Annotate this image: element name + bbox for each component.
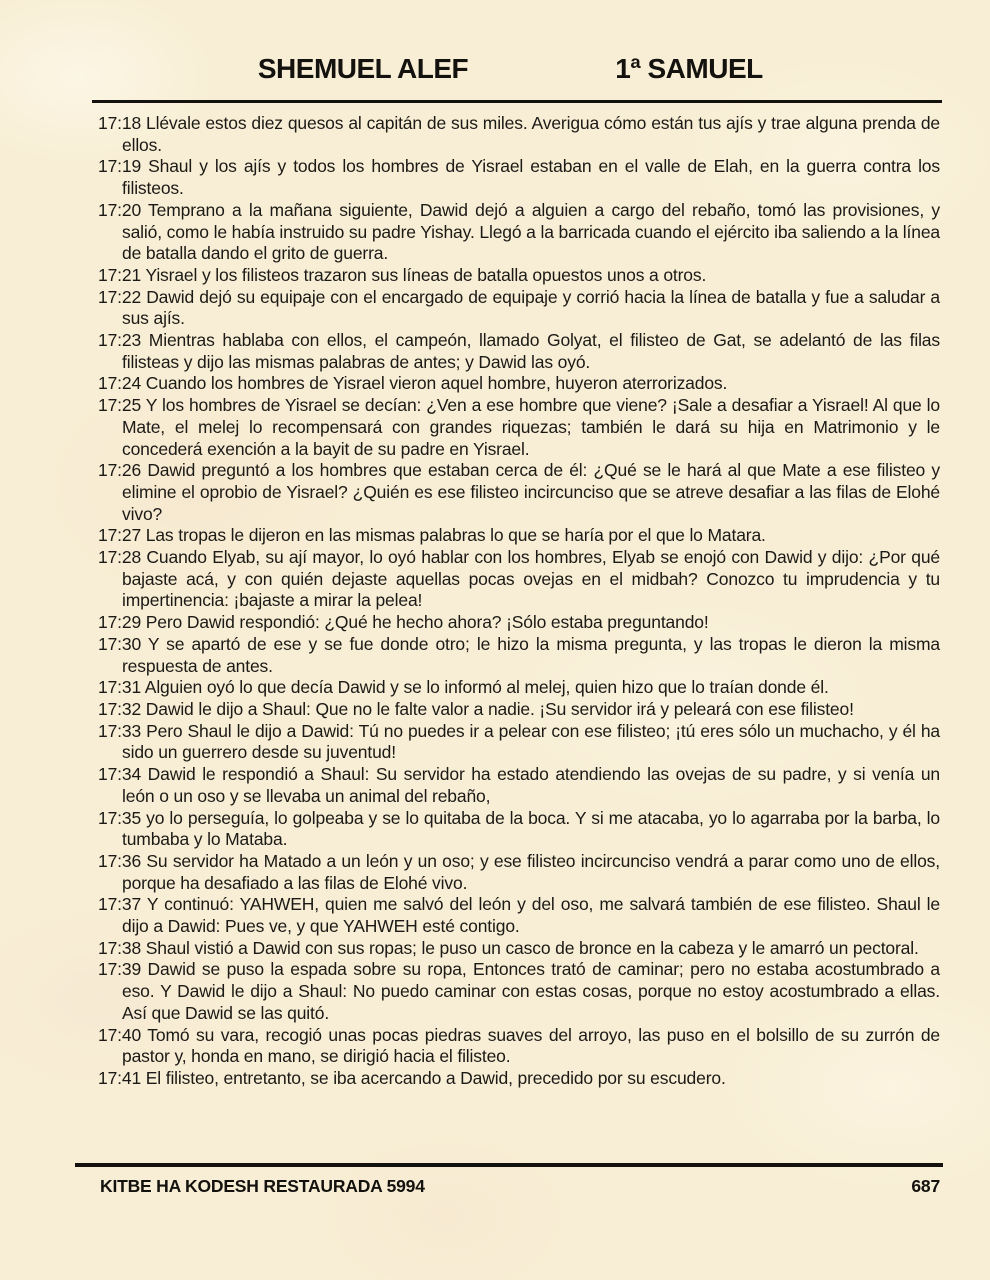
verse-ref: 17:39 <box>98 959 142 980</box>
verse: 17:29 Pero Dawid respondió: ¿Qué he hecho ahora? ¡Sólo estaba preguntando! <box>98 612 709 633</box>
verse-ref: 17:34 <box>98 764 142 785</box>
verse: 17:20 Temprano a la mañana siguiente, Dawid dejó a alguien a cargo del rebaño, tomó las provisiones, y salió, como le había instruido su padre Yishay. Llegó a la barricada cuando el ejército iba saliendo a la línea de batalla dando el grito de guerra. <box>98 199 940 264</box>
verse: 17:38 Shaul vistió a Dawid con sus ropas; le puso un casco de bronce en la cabeza y le amarró un pectoral. <box>98 937 919 958</box>
verse: 17:23 Mientras hablaba con ellos, el campeón, llamado Golyat, el filisteo de Gat, se adelantó de las filas filisteas y dijo las mismas palabras de antes; y Dawid las oyó. <box>98 330 940 372</box>
verse-ref: 17:22 <box>98 286 142 307</box>
verse-ref: 17:36 <box>98 850 142 871</box>
verse-ref: 17:32 <box>98 698 142 719</box>
verse-ref: 17:33 <box>98 720 142 741</box>
verse-ref: 17:41 <box>98 1067 142 1088</box>
verse: 17:34 Dawid le respondió a Shaul: Su servidor ha estado atendiendo las ovejas de su padre, y si venía un león o un oso y se llevaba un animal del rebaño, <box>98 764 940 806</box>
page-title-transliterated: SHEMUEL ALEF <box>257 53 469 84</box>
verse-ref: 17:21 <box>98 264 142 285</box>
verse-ref: 17:20 <box>98 199 142 220</box>
verse: 17:26 Dawid preguntó a los hombres que estaban cerca de él: ¿Qué se le hará al que Mate a ese filisteo y elimine el oprobio de Yisrael? ¿Quién es ese filisteo incircunciso que se atreve desafiar a las filas de Elohé vivo? <box>98 460 940 524</box>
verse: 17:25 Y los hombres de Yisrael se decían: ¿Ven a ese hombre que viene? ¡Sale a desafiar a Yisrael! Al que lo Mate, el melej lo recompensará con grandes riquezas; también le dará su hija en Matrimonio y le concederá exención a la bayit de su padre en Yisrael. <box>98 395 940 459</box>
page-title-spanish: 1ª SAMUEL <box>615 53 763 84</box>
page-footer <box>100 1176 940 1197</box>
verse: 17:21 Yisrael y los filisteos trazaron sus líneas de batalla opuestos unos a otros. <box>98 264 707 285</box>
verse-ref: 17:27 <box>98 525 142 546</box>
verse-ref: 17:19 <box>98 156 142 177</box>
verse-ref: 17:31 <box>98 677 142 698</box>
verse: 17:40 Tomó su vara, recogió unas pocas piedras suaves del arroyo, las puso en el bolsillo de su zurrón de pastor y, honda en mano, se dirigió hacia el filisteo. <box>98 1024 940 1067</box>
verse: 17:41 El filisteo, entretanto, se iba acercando a Dawid, precedido por su escudero. <box>98 1067 726 1088</box>
verse-ref: 17:40 <box>98 1024 142 1045</box>
verse-ref: 17:38 <box>98 937 142 958</box>
footer-rule <box>75 1163 943 1167</box>
verse-ref: 17:30 <box>98 633 142 654</box>
verse: 17:37 Y continuó: YAHWEH, quien me salvó del león y del oso, me salvará también de ese filisteo. Shaul le dijo a Dawid: Pues ve, y que YAHWEH esté contigo. <box>98 894 940 937</box>
verses-container <box>98 113 940 1090</box>
verse: 17:31 Alguien oyó lo que decía Dawid y se lo informó al melej, quien hizo que lo traían donde él. <box>98 677 829 698</box>
verse: 17:19 Shaul y los ajís y todos los hombres de Yisrael estaban en el valle de Elah, en la guerra contra los filisteos. <box>98 156 940 199</box>
verse: 17:28 Cuando Elyab, su ají mayor, lo oyó hablar con los hombres, Elyab se enojó con Dawid y dijo: ¿Por qué bajaste acá, y con quién dejaste aquellas pocas ovejas en el midbah? Conozco tu imprudencia y tu impertinencia: ¡bajaste a mirar la pelea! <box>98 547 940 611</box>
verse-ref: 17:18 <box>98 113 142 133</box>
verse: 17:24 Cuando los hombres de Yisrael vieron aquel hombre, huyeron aterrorizados. <box>98 373 728 394</box>
verse: 17:32 Dawid le dijo a Shaul: Que no le falte valor a nadie. ¡Su servidor irá y peleará con ese filisteo! <box>98 698 854 719</box>
footer-page-number: 687 <box>911 1176 940 1196</box>
verse-ref: 17:25 <box>98 395 142 416</box>
verse: 17:35 yo lo perseguía, lo golpeaba y se lo quitaba de la boca. Y si me atacaba, yo lo agarraba por la barba, lo tumbaba y lo Mataba. <box>98 807 940 850</box>
verse-ref: 17:29 <box>98 612 142 633</box>
verse: 17:39 Dawid se puso la espada sobre su ropa, Entonces trató de caminar; pero no estaba acostumbrado a eso. Y Dawid le dijo a Shaul: No puedo caminar con estas cosas, porque no estoy acostumbrado a ellas. Así que Dawid se las quitó. <box>98 959 940 1023</box>
verse-ref: 17:26 <box>98 460 142 481</box>
verse-ref: 17:24 <box>98 373 142 394</box>
verse-ref: 17:35 <box>98 807 142 828</box>
footer-edition-label: KITBE HA KODESH RESTAURADA 5994 <box>100 1176 425 1196</box>
verse-ref: 17:28 <box>98 547 142 568</box>
verse-ref: 17:23 <box>98 330 142 351</box>
verse-ref: 17:37 <box>98 894 142 915</box>
verse: 17:18 Llévale estos diez quesos al capitán de sus miles. Averigua cómo están tus ajís y trae alguna prenda de ellos. <box>98 113 940 155</box>
verse: 17:33 Pero Shaul le dijo a Dawid: Tú no puedes ir a pelear con ese filisteo; ¡tú eres sólo un muchacho, y él ha sido un guerrero desde su juventud! <box>98 720 940 763</box>
verse: 17:27 Las tropas le dijeron en las mismas palabras lo que se haría por el que lo Matara. <box>98 525 766 546</box>
header-rule <box>92 100 942 103</box>
verse: 17:36 Su servidor ha Matado a un león y un oso; y ese filisteo incircunciso vendrá a parar como uno de ellos, porque ha desafiado a las filas de Elohé vivo. <box>98 850 940 893</box>
verse: 17:30 Y se apartó de ese y se fue donde otro; le hizo la misma pregunta, y las tropas le dieron la misma respuesta de antes. <box>98 633 940 676</box>
verse: 17:22 Dawid dejó su equipaje con el encargado de equipaje y corrió hacia la línea de batalla y fue a saludar a sus ajís. <box>98 286 940 329</box>
